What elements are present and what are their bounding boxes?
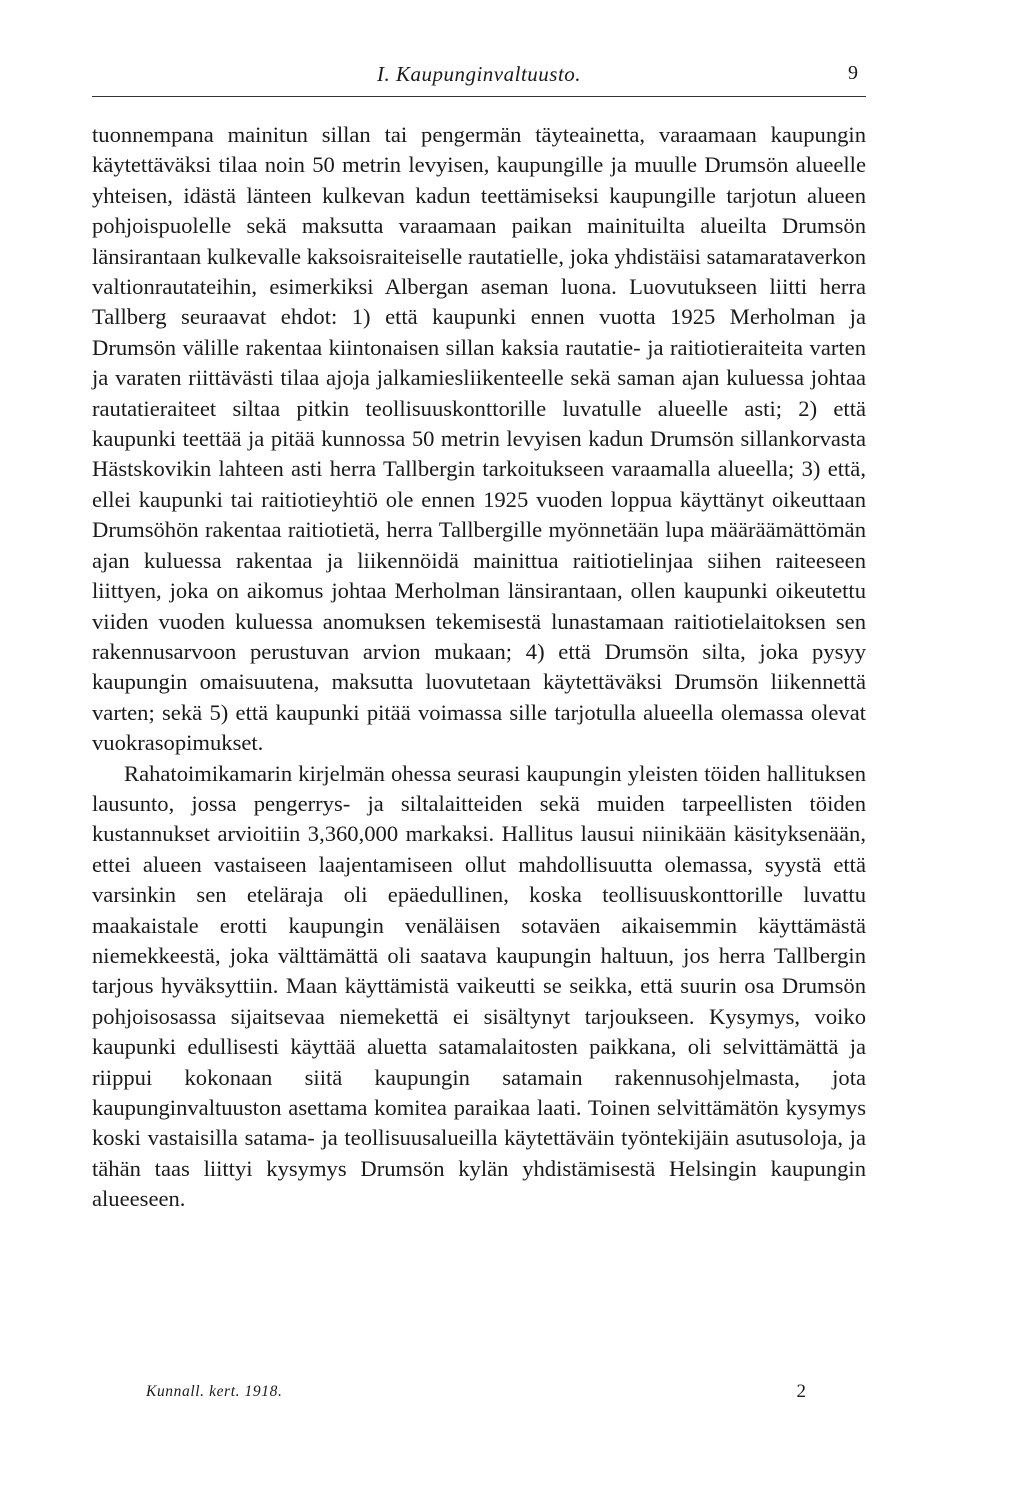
running-title: I. Kaupunginvaltuusto. [376, 62, 582, 86]
running-header [92, 62, 866, 97]
paragraph-1: tuonnempana mainitun sillan tai pengermän täyteainetta, varaamaan kaupungin käytettäväksi tilaa noin 50 metrin levyisen, kaupungille ja muulle Drumsön alueelle yhteisen, idästä länteen kulkevan kadun teettämiseksi kaupungille tarjotun alueen pohjoispuolelle sekä maksutta varaamaan paikan mainituilta alueilta Drumsön länsirantaan kulkevalle kaksoisraiteiselle rautatielle, joka yhdistäisi satamarataverkon valtionrautateihin, esimerkiksi Albergan aseman luona. Luovutukseen liitti herra Tallberg seuraavat ehdot: 1) että kaupunki ennen vuotta 1925 Merholman ja Drumsön välille rakentaa kiintonaisen sillan kaksia rautatie- ja raitiotieraiteita varten ja varaten riittävästi tilaa ajoja jalkamiesliikenteelle sekä saman ajan kuluessa johtaa rautatieraiteet siltaa pitkin teollisuuskonttorille luvatulle alueelle asti; 2) että kaupunki teettää ja pitää kunnossa 50 metrin levyisen kadun Drumsön sillankorvasta Hästskovikin lahteen asti herra Tallbergin tarkoitukseen varaamalla alueella; 3) että, ellei kaupunki tai raitiotieyhtiö ole ennen 1925 vuoden loppua käyttänyt oikeuttaan Drumsöhön rakentaa raitiotietä, herra Tallbergille myönnetään lupa määräämättömän ajan kuluessa rakentaa ja liikennöidä mainittua raitiotielinjaa siihen raiteeseen liittyen, joka on aikomus johtaa Merholman länsirantaan, ollen kaupunki oikeutettu viiden vuoden kuluessa anomuksen tekemisestä lunastamaan raitiotielaitoksen sen rakennusarvoon perustuvan arvion mukaan; 4) että Drumsön silta, joka pysyy kaupungin omaisuutena, maksutta luovutetaan käytettäväksi Drumsön liikennettä varten; sekä 5) että kaupunki pitää voimassa sille tarjotulla alueella olemassa olevat vuokrasopimukset. [92, 122, 866, 756]
paragraph-2: Rahatoimikamarin kirjelmän ohessa seurasi kaupungin yleisten töiden hallituksen lausunto, jossa pengerrys- ja siltalaitteiden sekä muiden tarpeellisten töiden kustannukset arvioitiin 3,360,000 markaksi. Hallitus lausui niinikään käsityksenään, ettei alueen vastaiseen laajentamiseen ollut mahdollisuutta olemassa, syystä että varsinkin sen eteläraja oli epäedullinen, koska teollisuuskonttorille luvattu maakaistale erotti kaupungin venäläisen sotaväen aikaisemmin käyttämästä niemekkeestä, joka välttämättä oli saatava kaupungin haltuun, jos herra Tallbergin tarjous hyväksyttiin. Maan käyttämistä vaikeutti se seikka, että suurin osa Drumsön pohjoisosassa sijaitsevaa niemekettä ei sisältynyt tarjoukseen. Kysymys, voiko kaupunki edullisesti käyttää aluetta satamalaitosten paikkana, oli selvittämättä ja riippui kokonaan siitä kaupungin satamain rakennusohjelmasta, jota kaupunginvaltuuston asettama komitea paraikaa laati. Toinen selvittämätön kysymys koski vastaisilla satama- ja teollisuusalueilla käytettäväin työntekijäin asutusoloja, ja tähän taas liittyi kysymys Drumsön kylän yhdistämisestä Helsingin kaupungin alueeseen. [92, 760, 866, 1212]
page-number: 9 [848, 62, 858, 84]
page-footer [92, 1383, 866, 1413]
sheet-number: 2 [796, 1381, 806, 1402]
body-text [92, 120, 866, 1215]
footer-signature: Kunnall. kert. 1918. [146, 1383, 283, 1400]
